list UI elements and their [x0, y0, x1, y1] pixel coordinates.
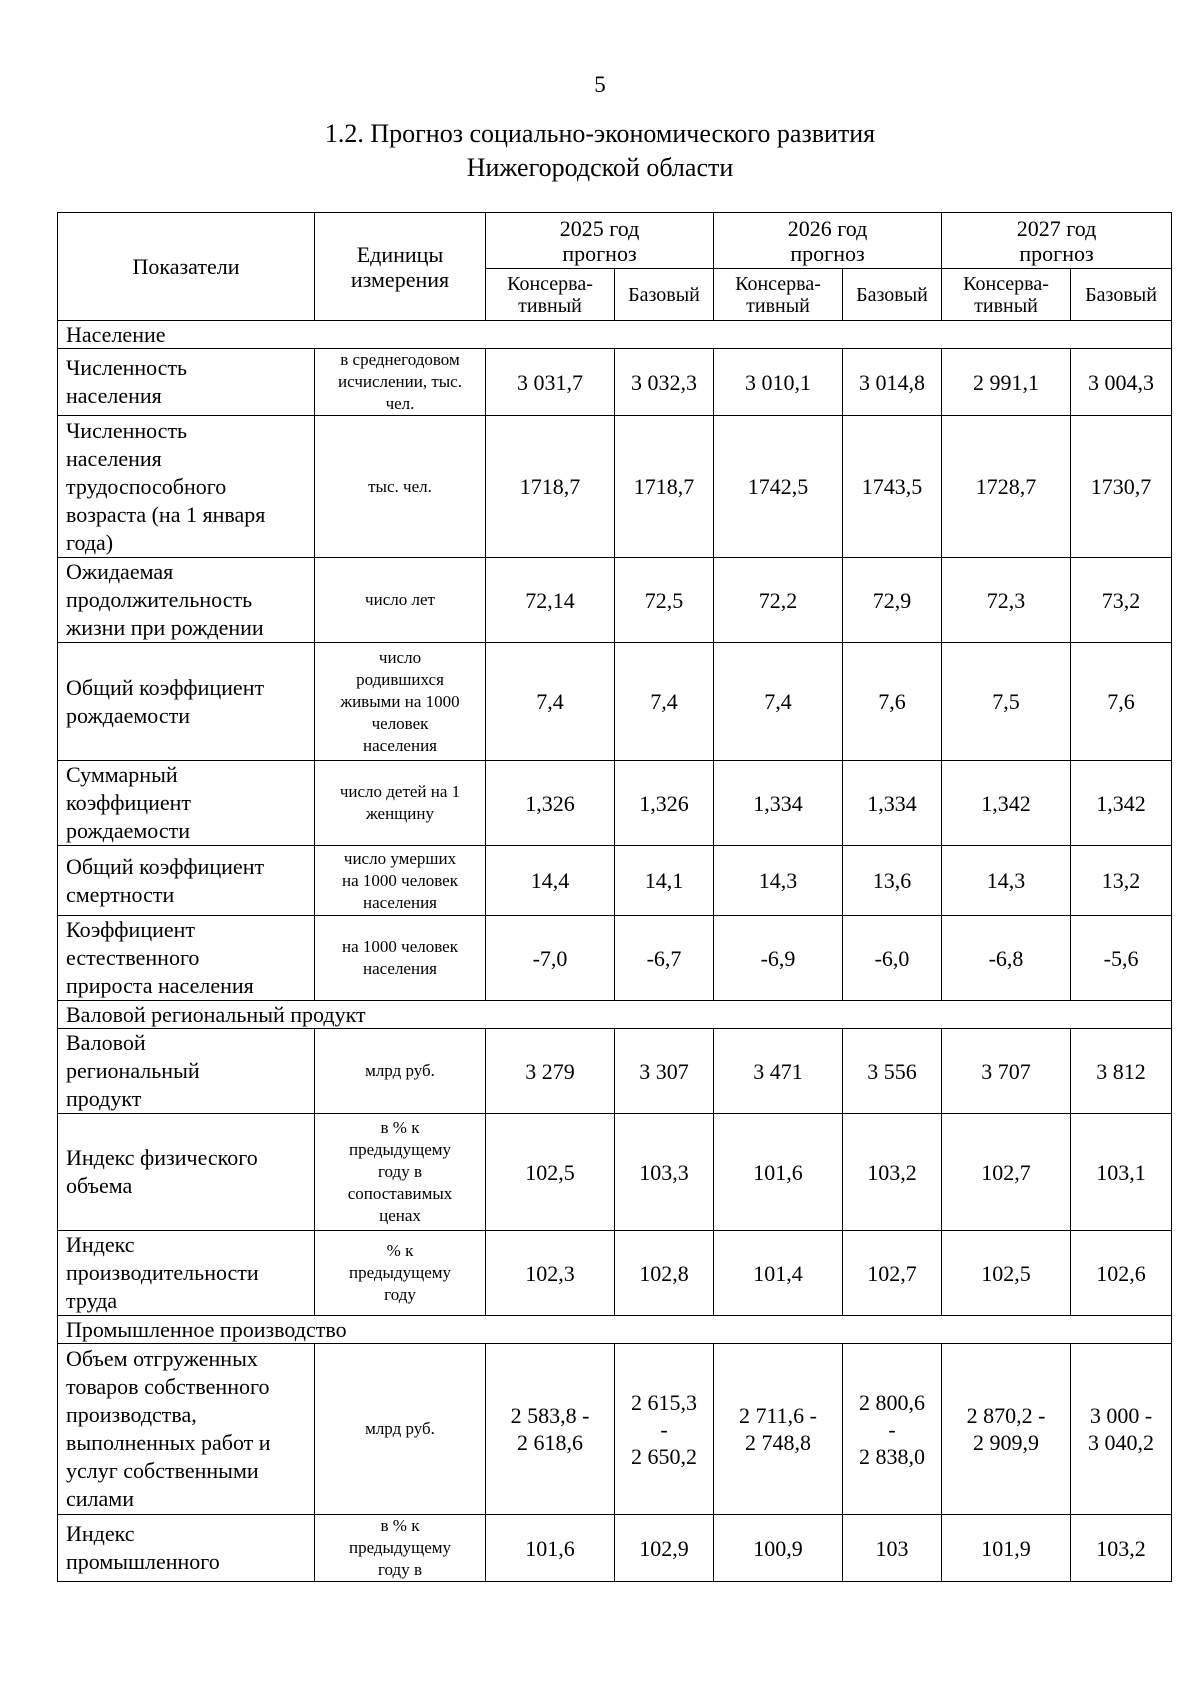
- section-industry: Промышленное производство: [58, 1316, 1172, 1344]
- header-base: Базовый: [1071, 269, 1172, 321]
- table-row: [58, 416, 1172, 558]
- value-cell: 72,9: [843, 558, 942, 643]
- value-cell: 2 615,3 - 2 650,2: [615, 1344, 714, 1515]
- value-cell: 14,1: [615, 846, 714, 916]
- value-cell: 1718,7: [486, 416, 615, 558]
- value-cell: 102,9: [615, 1515, 714, 1582]
- unit-cell: тыс. чел.: [315, 416, 486, 558]
- value-cell: 13,2: [1071, 846, 1172, 916]
- value-cell: 2 583,8 - 2 618,6: [486, 1344, 615, 1515]
- value-cell: 102,6: [1071, 1231, 1172, 1316]
- table-row: [58, 1114, 1172, 1231]
- value-cell: -6,8: [942, 916, 1071, 1001]
- indicator-name: Индекс промышленного: [58, 1515, 315, 1582]
- value-cell: 7,5: [942, 643, 1071, 761]
- value-cell: 103,2: [1071, 1515, 1172, 1582]
- header-conservative: Консерва- тивный: [486, 269, 615, 321]
- table-row: [58, 1029, 1172, 1114]
- value-cell: 3 707: [942, 1029, 1071, 1114]
- section-grp: Валовой региональный продукт: [58, 1001, 1172, 1029]
- value-cell: 7,4: [615, 643, 714, 761]
- value-cell: 3 010,1: [714, 349, 843, 416]
- value-cell: 3 307: [615, 1029, 714, 1114]
- table-row: [58, 761, 1172, 846]
- value-cell: -6,9: [714, 916, 843, 1001]
- value-cell: 101,4: [714, 1231, 843, 1316]
- value-cell: 2 991,1: [942, 349, 1071, 416]
- value-cell: 72,5: [615, 558, 714, 643]
- value-cell: 1743,5: [843, 416, 942, 558]
- value-cell: 103: [843, 1515, 942, 1582]
- header-indicator: Показатели: [58, 213, 315, 321]
- value-cell: -7,0: [486, 916, 615, 1001]
- page-title: [0, 117, 1200, 185]
- unit-cell: на 1000 человек населения: [315, 916, 486, 1001]
- value-cell: 72,14: [486, 558, 615, 643]
- indicator-name: Численность населения: [58, 349, 315, 416]
- value-cell: 14,4: [486, 846, 615, 916]
- value-cell: 101,6: [714, 1114, 843, 1231]
- indicator-name: Валовой региональный продукт: [58, 1029, 315, 1114]
- indicator-name: Индекс производительности труда: [58, 1231, 315, 1316]
- value-cell: 103,3: [615, 1114, 714, 1231]
- indicator-name: Коэффициент естественного прироста населения: [58, 916, 315, 1001]
- value-cell: 1728,7: [942, 416, 1071, 558]
- header-conservative: Консерва- тивный: [714, 269, 843, 321]
- value-cell: 3 279: [486, 1029, 615, 1114]
- indicator-name: Общий коэффициент смертности: [58, 846, 315, 916]
- value-cell: 7,6: [1071, 643, 1172, 761]
- value-cell: 1730,7: [1071, 416, 1172, 558]
- value-cell: -6,7: [615, 916, 714, 1001]
- page-number: 5: [594, 72, 606, 97]
- header-base: Базовый: [843, 269, 942, 321]
- forecast-table: [57, 212, 1172, 1582]
- value-cell: 2 870,2 - 2 909,9: [942, 1344, 1071, 1515]
- value-cell: 101,6: [486, 1515, 615, 1582]
- value-cell: 2 800,6 - 2 838,0: [843, 1344, 942, 1515]
- value-cell: 14,3: [714, 846, 843, 916]
- unit-cell: в % к предыдущему году в сопоставимых ценах: [315, 1114, 486, 1231]
- table-row: [58, 558, 1172, 643]
- table-row: [58, 1231, 1172, 1316]
- unit-cell: млрд руб.: [315, 1029, 486, 1114]
- indicator-name: Индекс физического объема: [58, 1114, 315, 1231]
- value-cell: 102,3: [486, 1231, 615, 1316]
- value-cell: 101,9: [942, 1515, 1071, 1582]
- indicator-name: Ожидаемая продолжительность жизни при рождении: [58, 558, 315, 643]
- value-cell: 102,7: [942, 1114, 1071, 1231]
- value-cell: 1,326: [615, 761, 714, 846]
- header-year-2027: 2027 год прогноз: [942, 213, 1172, 269]
- value-cell: 100,9: [714, 1515, 843, 1582]
- value-cell: 103,2: [843, 1114, 942, 1231]
- header-year-2026: 2026 год прогноз: [714, 213, 942, 269]
- header-base: Базовый: [615, 269, 714, 321]
- value-cell: 3 004,3: [1071, 349, 1172, 416]
- value-cell: 1,334: [843, 761, 942, 846]
- unit-cell: число лет: [315, 558, 486, 643]
- value-cell: 3 014,8: [843, 349, 942, 416]
- unit-cell: млрд руб.: [315, 1344, 486, 1515]
- indicator-name: Общий коэффициент рождаемости: [58, 643, 315, 761]
- table-row: [58, 846, 1172, 916]
- unit-cell: число умерших на 1000 человек населения: [315, 846, 486, 916]
- value-cell: 14,3: [942, 846, 1071, 916]
- value-cell: 102,5: [942, 1231, 1071, 1316]
- value-cell: 3 032,3: [615, 349, 714, 416]
- header-conservative: Консерва- тивный: [942, 269, 1071, 321]
- table-row: [58, 1515, 1172, 1582]
- title-line-2: Нижегородской области: [466, 153, 734, 182]
- unit-cell: в среднегодовом исчислении, тыс. чел.: [315, 349, 486, 416]
- value-cell: 3 000 - 3 040,2: [1071, 1344, 1172, 1515]
- value-cell: 72,2: [714, 558, 843, 643]
- value-cell: -6,0: [843, 916, 942, 1001]
- value-cell: 7,6: [843, 643, 942, 761]
- unit-cell: % к предыдущему году: [315, 1231, 486, 1316]
- value-cell: 7,4: [714, 643, 843, 761]
- value-cell: 1,342: [942, 761, 1071, 846]
- table-row: [58, 349, 1172, 416]
- value-cell: 102,5: [486, 1114, 615, 1231]
- header-unit: Единицы измерения: [315, 213, 486, 321]
- value-cell: 102,8: [615, 1231, 714, 1316]
- table-row: [58, 1344, 1172, 1515]
- unit-cell: число детей на 1 женщину: [315, 761, 486, 846]
- value-cell: 7,4: [486, 643, 615, 761]
- value-cell: 72,3: [942, 558, 1071, 643]
- value-cell: 2 711,6 - 2 748,8: [714, 1344, 843, 1515]
- indicator-name: Суммарный коэффициент рождаемости: [58, 761, 315, 846]
- table-row: [58, 916, 1172, 1001]
- title-line-1: 1.2. Прогноз социально-экономического развития: [324, 119, 876, 148]
- value-cell: 1,342: [1071, 761, 1172, 846]
- value-cell: 1,334: [714, 761, 843, 846]
- value-cell: 1742,5: [714, 416, 843, 558]
- unit-cell: число родившихся живыми на 1000 человек населения: [315, 643, 486, 761]
- indicator-name: Численность населения трудоспособного возраста (на 1 января года): [58, 416, 315, 558]
- value-cell: 73,2: [1071, 558, 1172, 643]
- value-cell: 13,6: [843, 846, 942, 916]
- section-population: Население: [58, 321, 1172, 349]
- header-year-2025: 2025 год прогноз: [486, 213, 714, 269]
- value-cell: 103,1: [1071, 1114, 1172, 1231]
- value-cell: 102,7: [843, 1231, 942, 1316]
- table-row: [58, 643, 1172, 761]
- value-cell: 1,326: [486, 761, 615, 846]
- value-cell: 1718,7: [615, 416, 714, 558]
- value-cell: 3 471: [714, 1029, 843, 1114]
- value-cell: 3 031,7: [486, 349, 615, 416]
- value-cell: 3 556: [843, 1029, 942, 1114]
- value-cell: 3 812: [1071, 1029, 1172, 1114]
- value-cell: -5,6: [1071, 916, 1172, 1001]
- indicator-name: Объем отгруженных товаров собственного производства, выполненных работ и услуг собственными силами: [58, 1344, 315, 1515]
- unit-cell: в % к предыдущему году в: [315, 1515, 486, 1582]
